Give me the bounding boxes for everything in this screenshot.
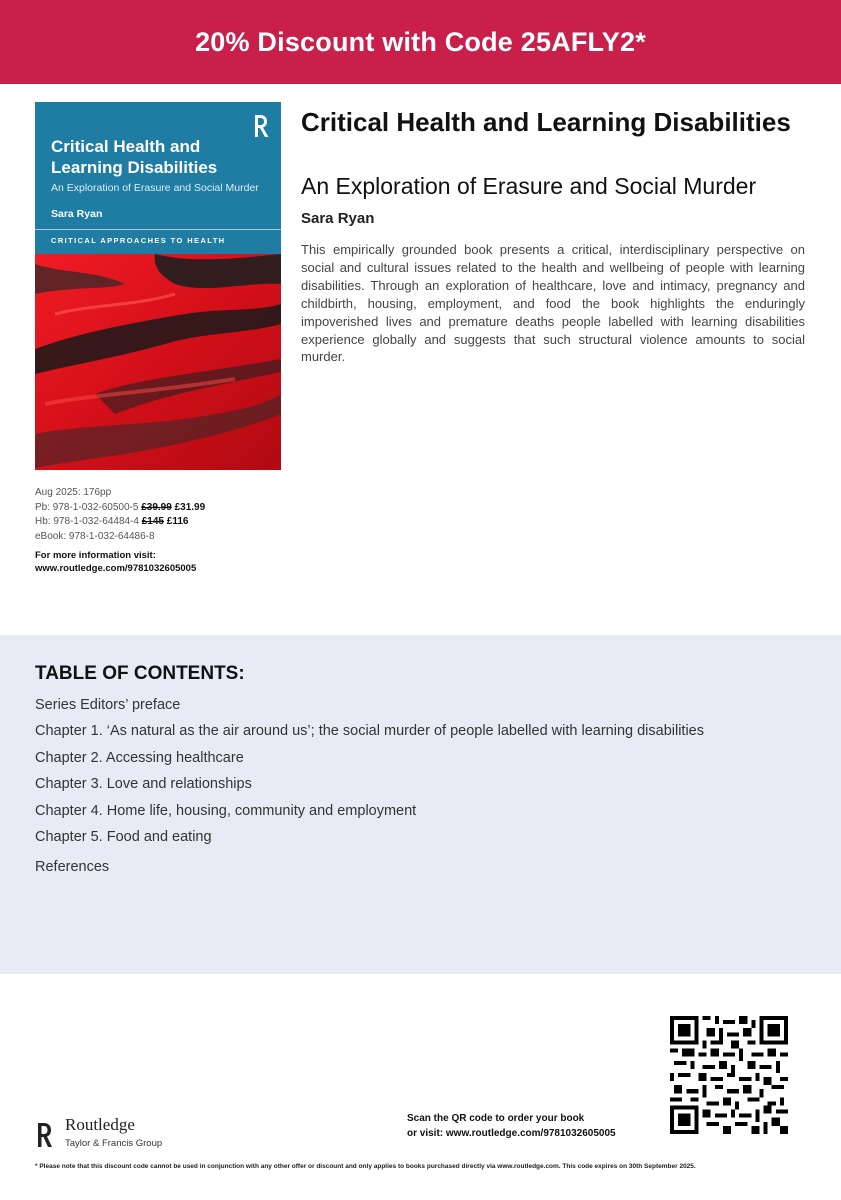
paperback-isbn: Pb: 978-1-032-60500-5 — [35, 501, 139, 513]
more-info-label: For more information visit: — [35, 550, 156, 561]
book-title: Critical Health and Learning Disabilities — [301, 107, 791, 137]
toc-item: Chapter 4. Home life, housing, community and employment — [35, 803, 417, 819]
hardback-row — [35, 515, 295, 530]
more-info-link[interactable]: www.routledge.com/9781032605005 — [35, 563, 197, 574]
toc-heading: TABLE OF CONTENTS: — [35, 663, 245, 684]
cover-title-line1: Critical Health and — [51, 137, 201, 156]
paperback-new-price: £31.99 — [174, 501, 206, 513]
cover-title — [51, 136, 251, 178]
discount-banner — [0, 0, 841, 84]
cover-series: CRITICAL APPROACHES TO HEALTH — [51, 236, 226, 245]
ebook-isbn: eBook: 978-1-032-64486-8 — [35, 530, 155, 542]
routledge-r-logo-icon — [253, 112, 269, 140]
toc-item: Chapter 5. Food and eating — [35, 829, 212, 845]
qr-code-icon[interactable] — [670, 1016, 788, 1134]
routledge-logo — [35, 1113, 175, 1155]
discount-banner-text: 20% Discount with Code 25AFLY2* — [195, 27, 646, 57]
disclaimer: * Please note that this discount code cannot be used in conjunction with any other offer or discount and only applies to books purchased directly via www.routledge.com. This code expires on 30th September 2025. — [35, 1163, 696, 1170]
cover-artwork — [35, 254, 281, 470]
cover-divider — [35, 229, 281, 230]
cover-title-band — [35, 102, 281, 254]
hardback-old-price: £145 — [141, 516, 164, 527]
book-cover — [35, 102, 281, 470]
book-description: This empirically grounded book presents a critical, interdisciplinary perspective on social and cultural issues related to the health and wellbeing of people with learning disabilities. Through an exploration of healthcare, love and intimacy, pregnancy and childbirth, housing, employment, and food the book highlights the enduringly impoverished lives and premature deaths people labelled with learning disabilities experience globally and suggests that such structural violence amounts to social murder. — [301, 242, 805, 365]
paperback-row — [35, 501, 295, 516]
scan-line1: Scan the QR code to order your book — [407, 1113, 585, 1124]
hardback-isbn: Hb: 978-1-032-64484-4 — [35, 516, 139, 527]
cover-subtitle: An Exploration of Erasure and Social Murder — [51, 182, 259, 194]
logo-group: Taylor & Francis Group — [65, 1138, 163, 1149]
toc-item: Series Editors’ preface — [35, 697, 181, 713]
order-instructions — [407, 1111, 616, 1141]
routledge-mark-icon — [35, 1115, 53, 1153]
more-info — [35, 549, 295, 575]
scan-line2[interactable]: or visit: www.routledge.com/9781032605005 — [407, 1128, 616, 1139]
table-of-contents — [0, 635, 841, 974]
logo-name: Routledge — [65, 1115, 135, 1134]
toc-item: Chapter 1. ‘As natural as the air around us’; the social murder of people labelled with learning disabilities — [35, 723, 704, 739]
toc-item: References — [35, 859, 110, 875]
book-author: Sara Ryan — [301, 210, 375, 227]
date-pages: Aug 2025: 176pp — [35, 487, 112, 498]
hardback-new-price: £116 — [166, 516, 189, 527]
paperback-old-price: £39.99 — [141, 501, 172, 513]
book-subtitle: An Exploration of Erasure and Social Murder — [301, 173, 757, 199]
cover-title-line2: Learning Disabilities — [51, 158, 218, 177]
book-metadata — [35, 486, 295, 575]
toc-item: Chapter 2. Accessing healthcare — [35, 750, 244, 766]
toc-item: Chapter 3. Love and relationships — [35, 776, 252, 792]
cover-author: Sara Ryan — [51, 208, 103, 220]
